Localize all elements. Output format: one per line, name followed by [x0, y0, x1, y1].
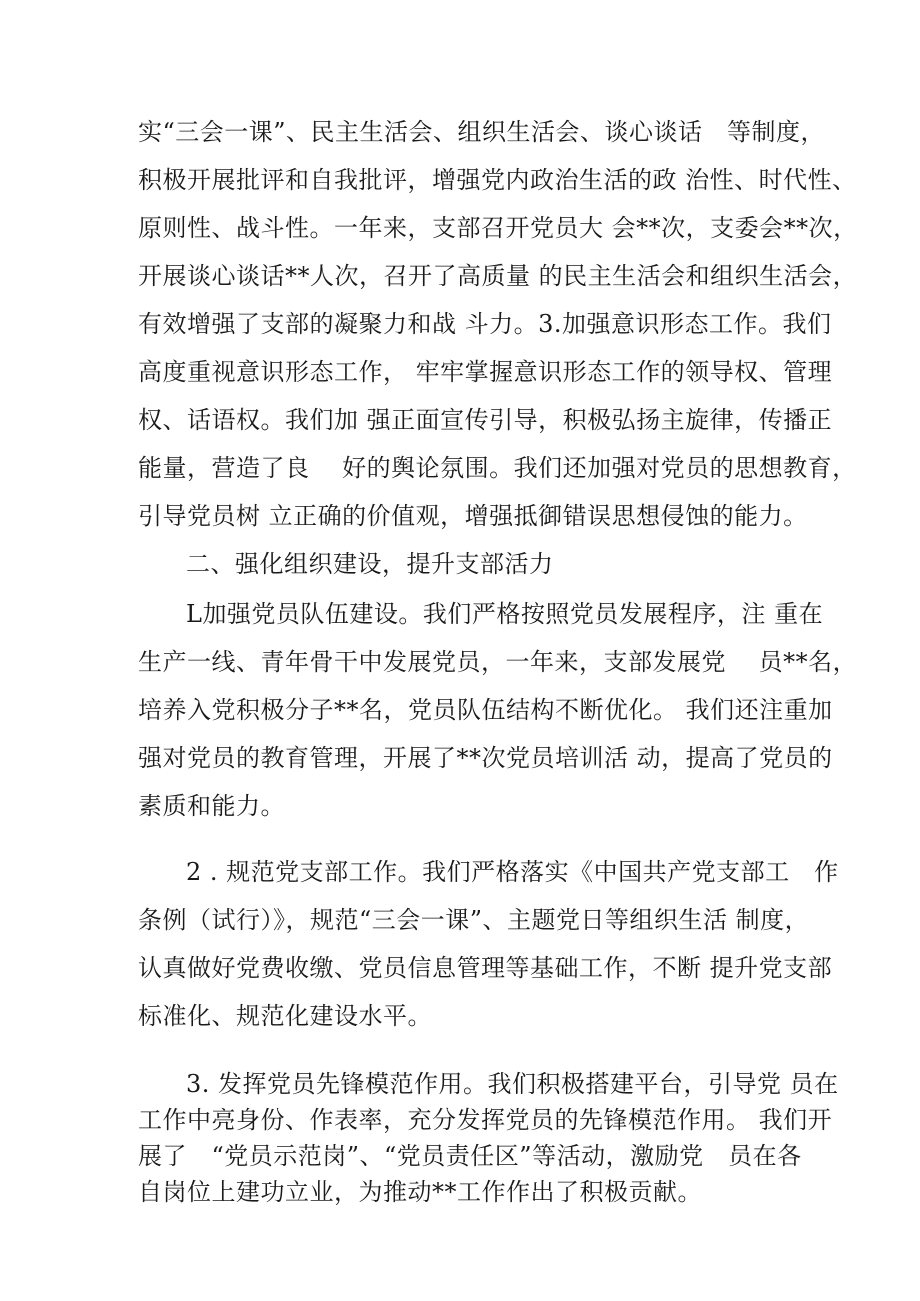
text-line: 有效增强了支部的凝聚力和战 斗力。3.加强意识形态工作。我们 [138, 310, 832, 338]
text-line: 自岗位上建功立业，为推动**工作作出了积极贡献。 [138, 1178, 702, 1206]
text-line: 积极开展批评和自我批评，增强党内政治生活的政 治性、时代性、 [138, 166, 857, 194]
text-line: 开展谈心谈话**人次，召开了高质量 的民主生活会和组织生活会， [138, 262, 858, 290]
text-line: L加强党员队伍建设。我们严格按照党员发展程序，注 重在 [186, 600, 824, 628]
text-line: 2 . 规范党支部工作。我们严格落实《中国共产党支部工 作 [186, 858, 839, 886]
section-heading: 二、强化组织建设，提升支部活力 [186, 550, 554, 578]
text-line: 生产一线、青年骨干中发展党员，一年来，支部发展党 员**名， [138, 648, 858, 676]
text-line: 认真做好党费收缴、党员信息管理等基础工作，不断 提升党支部 [138, 954, 833, 982]
text-line: 3. 发挥党员先锋模范作用。我们积极搭建平台，引导党 员在 [186, 1070, 839, 1098]
text-line: 能量，营造了良 好的舆论氛围。我们还加强对党员的思想教育， [138, 454, 857, 482]
text-line: 工作中亮身份、作表率，充分发挥党员的先锋模范作用。 我们开 [138, 1106, 833, 1134]
text-line: 权、话语权。我们加 强正面宣传引导，积极弘扬主旋律，传播正 [138, 406, 833, 434]
text-line: 标准化、规范化建设水平。 [138, 1002, 432, 1030]
text-line: 强对党员的教育管理，开展了**次党员培训活 动，提高了党员的 [138, 744, 833, 772]
text-line: 条例（试行）》，规范“三会一课”、主题党日等组织生活 制度， [138, 906, 810, 934]
text-line: 培养入党积极分子**名，党员队伍结构不断优化。 我们还注重加 [138, 696, 833, 724]
text-line: 引导党员树 立正确的价值观，增强抵御错误思想侵蚀的能力。 [138, 502, 808, 530]
text-line: 素质和能力。 [138, 792, 285, 820]
text-line: 展了 “党员示范岗”、“党员责任区”等活动，激励党 员在各 [138, 1142, 802, 1170]
text-line: 高度重视意识形态工作， 牢牢掌握意识形态工作的领导权、管理 [138, 358, 833, 386]
text-line: 实“三会一课”、民主生活会、组织生活会、谈心谈话 等制度， [138, 118, 826, 146]
text-line: 原则性、战斗性。一年来，支部召开党员大 会**次，支委会**次， [138, 214, 858, 242]
